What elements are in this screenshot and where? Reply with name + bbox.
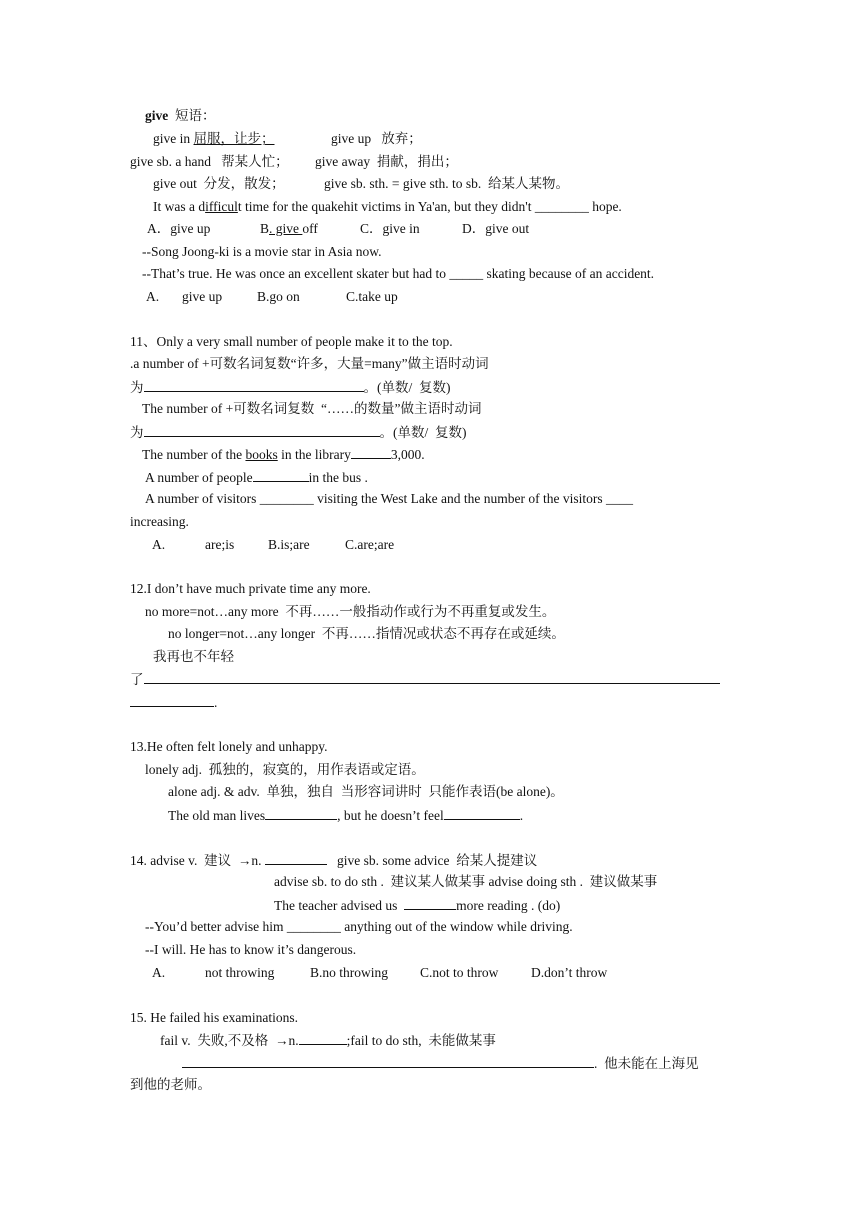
s13-title: 13.He often felt lonely and unhappy. (130, 739, 328, 754)
give-question-1: It was a difficult time for the quakehit victims in Ya'an, but they didn't ________ hope. (153, 199, 622, 214)
give-heading-word: give (145, 108, 169, 123)
give-q1-option-b: B. give off (260, 221, 318, 236)
s14-option-b: B.no throwing (310, 965, 389, 980)
give-q1-option-a: A．give up (147, 221, 211, 236)
s12-blank-2 (130, 694, 214, 707)
give-line-3b: give sb. sth. = give sth. to sb. 给某人某物。 (324, 176, 569, 191)
s12-blank-1 (144, 671, 720, 684)
s14-option-d: D.don’t throw (531, 965, 608, 980)
give-line-1b: give up 放弃； (331, 131, 422, 146)
give-q1-option-c: C．give in (360, 221, 420, 236)
s11-line-8: increasing. (130, 514, 189, 529)
s13-blank-2 (444, 807, 520, 820)
s11-blank-1 (144, 379, 364, 392)
s11-line-6: A number of people in the bus . (145, 470, 368, 485)
give-line-1a: give in 屈服，让步； (153, 131, 275, 146)
s11-blank-4 (253, 469, 309, 482)
give-q1-option-d: D．give out (462, 221, 530, 236)
s15-line-3: 到他的老师。 (130, 1077, 211, 1092)
s15-title: 15. He failed his examinations. (130, 1010, 298, 1025)
s11-line-5: The number of the books in the library 3,000. (142, 447, 425, 462)
s14-question-2: --I will. He has to know it’s dangerous. (145, 942, 357, 957)
s13-blank-1 (265, 807, 337, 820)
s14-blank-2 (404, 897, 456, 910)
s11-option-a: A. (152, 537, 166, 552)
s13-line-3: The old man lives , but he doesn’t feel . (168, 808, 524, 823)
give-heading (145, 108, 216, 124)
s15-blank-1 (299, 1032, 347, 1045)
s11-option-b: B.is;are (268, 537, 310, 552)
s11-line-1: .a number of +可数名词复数“许多，大量=many”做主语时动词 (130, 356, 489, 371)
give-q2-option-a: A. (146, 289, 160, 304)
give-in-meaning: 屈服，让步； (193, 131, 275, 146)
s11-line-7: A number of visitors ________ visiting the West Lake and the number of the visitors ____ (145, 491, 633, 506)
s13-line-2: alone adj. & adv. 单独，独自 当形容词讲时 只能作表语(be alone)。 (168, 784, 564, 799)
give-q2-option-b: B.go on (257, 289, 300, 304)
give-q2-option-a-text: give up (182, 289, 223, 304)
give-line-3a: give out 分发，散发； (153, 176, 285, 191)
give-line-2b: give away 捐献，捐出； (315, 154, 458, 169)
s12-line-4: 了 (130, 671, 720, 688)
s14-option-a: A. (152, 965, 166, 980)
s11-line-4: 为 。(单数/ 复数) (130, 425, 467, 440)
give-q2-line-2: --That’s true. He was once an excellent skater but had to _____ skating because of an accident. (142, 266, 655, 281)
s12-line-1: no more=not…any more 不再……一般指动作或行为不再重复或发生。 (145, 604, 556, 619)
give-heading-rest: 短语： (175, 108, 216, 123)
s14-option-a-text: not throwing (205, 965, 275, 980)
give-q2-line-1: --Song Joong-ki is a movie star in Asia now. (142, 244, 382, 259)
s14-question-1: --You’d better advise him ________ anything out of the window while driving. (145, 919, 573, 934)
s11-blank-2 (144, 424, 380, 437)
s11-option-c: C.are;are (345, 537, 395, 552)
s12-title: 12.I don’t have much private time any more. (130, 581, 371, 596)
s14-title: 14. advise v. 建议 →n. give sb. some advice 给某人提建议 (130, 853, 538, 868)
s11-blank-3 (351, 446, 391, 459)
s11-option-a-text: are;is (205, 537, 235, 552)
give-line-2a: give sb. a hand 帮某人忙； (130, 154, 289, 169)
s11-line-3: The number of +可数名词复数 “……的数量”做主语时动词 (142, 401, 482, 416)
s13-line-1: lonely adj. 孤独的，寂寞的，用作表语或定语。 (145, 762, 425, 777)
s14-line-2: The teacher advised us more reading . (do) (274, 898, 561, 913)
give-q2-option-c: C.take up (346, 289, 398, 304)
s11-title: 11、Only a very small number of people make it to the top. (130, 334, 453, 349)
s12-line-3: 我再也不年轻 (153, 649, 234, 664)
s15-line-2: . 他未能在上海见 (182, 1055, 699, 1072)
s12-line-5: . (130, 694, 217, 711)
s11-line-2: 为 。(单数/ 复数) (130, 380, 451, 395)
s15-blank-2 (182, 1055, 594, 1068)
s12-line-2: no longer=not…any longer 不再……指情况或状态不再存在或延续。 (168, 626, 565, 641)
s14-line-1: advise sb. to do sth . 建议某人做某事 advise doing sth . 建议做某事 (274, 874, 658, 889)
s15-line-1: fail v. 失败,不及格 →n. ;fail to do sth, 未能做某事 (160, 1033, 496, 1048)
s14-blank-1 (265, 852, 327, 865)
s14-option-c: C.not to throw (420, 965, 499, 980)
